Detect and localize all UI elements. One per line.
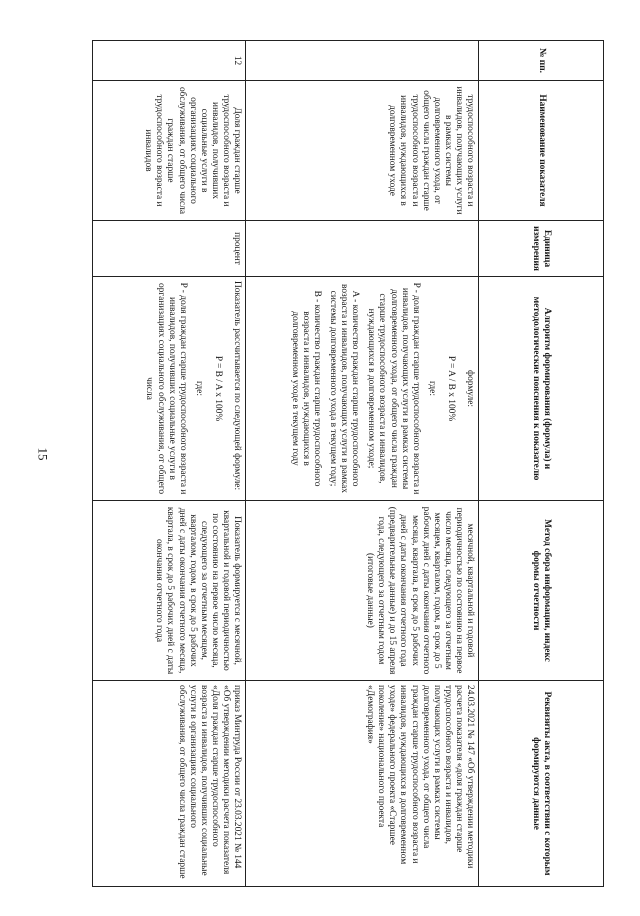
formula-where: где: (426, 381, 437, 396)
header-number: № пп. (479, 41, 604, 81)
cell-number: 12 (93, 41, 246, 81)
header-algorithm: Алгоритм формирования (формула) и методологические пояснения к показателю (479, 277, 604, 501)
cell-indicator-name: трудоспособного возраста и инвалидов, получающих услуги в рамках системы долговременного ухода, от общего числа граждан старше трудоспособного возраста и инвалидов, нуждающихся в долговременном уходе (246, 81, 479, 221)
definition-p: P - доля граждан старше трудоспособного возраста и инвалидов, получивших социальные услуги в организациях социального обслуживания, от общего числа (144, 282, 188, 495)
definition-p: P - доля граждан старше трудоспособного возраста и инвалидов, получающих услуги в рамках системы долговременного ухода, от общего числа граждан старше трудоспособного возраста и инвалидов, нуждающихся в долговременном уходе; (366, 282, 421, 495)
indicators-table (92, 40, 604, 887)
table-header-row (479, 41, 604, 887)
definition-a: A - количество граждан старше трудоспособного возраста и инвалидов, получающих услуги в рамках системы долговременного ухода в текущем году; (328, 283, 361, 493)
cell-unit (246, 221, 479, 277)
cell-algorithm (93, 277, 246, 501)
cell-act-details: 24.03.2021 № 147 «Об утверждении методики расчета показателя «доля граждан старше трудоспособного возраста и инвалидов, получающих услуги в рамках системы долговременного ухода, от общего числа граждан старше трудоспособного возраста и инвалидов, нуждающихся в долговременном уходе» федерального проекта «Старшее поколение» национального проекта «Демография» (246, 681, 479, 887)
cell-indicator-name: Доля граждан старше трудоспособного возраста и инвалидов, получивших социальные услуги в организациях социального обслуживания, от общего числа граждан старше трудоспособного возраста и инвалидов (93, 81, 246, 221)
table-container (98, 40, 604, 886)
algorithm-intro: формуле: (465, 370, 475, 407)
cell-algorithm (246, 277, 479, 501)
formula: P = B / A x 100% (212, 355, 223, 422)
cell-method: месячной, квартальной и годовой периодичностью по состоянию на первое число месяца, следующего за отчетным месяцем, кварталом, годом, в срок до 5 рабочих дней с даты окончания отчетного месяца, квартала, в срок до 5 рабочих дней с даты окончания отчетного года (предварительные данные) и до 15 апреля года, следующего за отчетным годом (итоговые данные) (246, 501, 479, 681)
table-row (246, 41, 479, 887)
header-act-details: Реквизиты акта, в соответствии с которым формируются данные (479, 681, 604, 887)
header-unit: Единица измерения (479, 221, 604, 277)
rotated-page-content (98, 40, 604, 886)
cell-unit: процент (93, 221, 246, 277)
cell-act-details: приказ Минтруда России от 23.03.2021 № 144 «Об утверждении методики расчета показателя «Доля граждан старше трудоспособного возраста и инвалидов, получивших социальные услуги в организациях социального обслуживания, от общего числа граждан старше (93, 681, 246, 887)
cell-number (246, 41, 479, 81)
definition-b: B - количество граждан старше трудоспособного возраста и инвалидов, нуждающихся в долговременном уходе в текущем году (289, 290, 322, 487)
formula: P = A / B x 100% (445, 355, 456, 422)
page-number: 15 (35, 447, 51, 461)
formula-where: где: (193, 381, 204, 396)
algorithm-intro: Показатель рассчитывается по следующей формуле: (232, 281, 242, 491)
header-indicator-name: Наименование показателя (479, 81, 604, 221)
cell-method: Показатель формируется с месячной, квартальной и годовой периодичностью по состоянию на первое число месяца, следующего за отчетным месяцем, кварталом, годом, в срок до 5 рабочих дней с даты окончания отчетного месяца, квартала, в срок до 5 рабочих дней с даты окончания отчетного года (93, 501, 246, 681)
table-row (93, 41, 246, 887)
header-method: Метод сбора информации, индекс формы отчетности (479, 501, 604, 681)
